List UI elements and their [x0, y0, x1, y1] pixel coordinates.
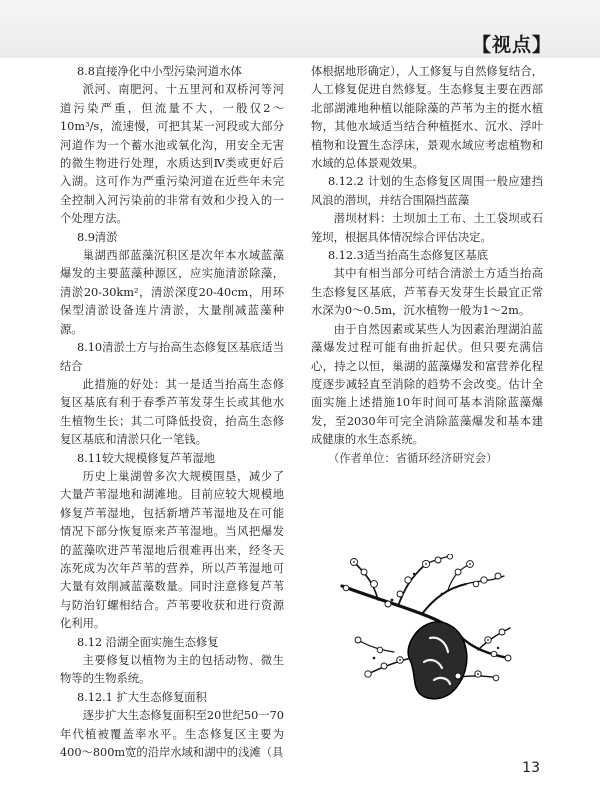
section-heading: 8.9清淤 [76, 230, 118, 244]
body-paragraph: 逐步扩大生态修复面积至20世纪50一70年代植被覆盖率水平。生态修复区主要为400～800m宽的沿岸水域和湖中的浅滩（具 [60, 709, 284, 760]
body-paragraph: 体根据地形确定），人工修复与自然修复结合，人工修复促进自然修复。生态修复主要在西部北部湖滩地种植以能除藻的芦苇为主的挺水植物，其他水域适当结合种植挺水、沉水、浮叶植物和设置生态浮床，景观水域应考虑植物和水域的总体景观效果。 [311, 65, 543, 171]
body-paragraph: 潜坝材料：土坝加土工布、土工袋坝或石笼坝，根据具体情况综合评估决定。 [311, 212, 543, 244]
section-heading: 8.12.2 计划的生态修复区周围一般应建挡风浪的潜坝，并结合围隔挡蓝藻 [311, 175, 543, 207]
section-heading: 8.12 沿湖全面实施生态修复 [76, 635, 219, 649]
section-tag: 【视点】 [471, 34, 552, 56]
left-column [60, 63, 284, 762]
body-paragraph: 其中有相当部分可结合清淤土方适当抬高生态修复区基底，芦苇春天发芽生长最宜正常水深为0～0.5m，沉水植物一般为1～2m。 [311, 267, 543, 318]
section-heading: 8.10清淤土方与抬高生态修复区基底适当结合 [60, 341, 284, 373]
body-paragraph: 由于自然因素或某些人为因素治理湖泊蓝藻爆发过程可能有曲折起伏。但只要充满信心，持之以恒，巢湖的蓝藻爆发和富营养化程度逐步减轻直至消除的趋势不会改变。估计全面实施上述措施10年时间可基本消除蓝藻爆发，至2030年可完全消除蓝藻爆发和基本建成健康的水生态系统。 [311, 322, 543, 447]
body-paragraph: 主要修复以植物为主的包括动物、微生物等的生物系统。 [60, 654, 284, 686]
body-paragraph: 历史上巢湖曾多次大规模围垦，减少了大量芦苇湿地和湖滩地。目前应较大规模地修复芦苇湿地，包括新增芦苇湿地及在可能情况下部分恢复原来芦苇湿地。当风把爆发的蓝藻吹进芦苇湿地后很难再出来，经冬天冻死成为次年芦苇的营养，所以芦苇湿地可大量有效削减蓝藻数量。同时注意修复芦苇与防治钉螺相结合。芦苇要收获和进行资源化利用。 [60, 469, 284, 631]
plum-blossom-ink-painting-icon [338, 554, 512, 704]
section-heading: 8.11较大规模修复芦苇湿地 [76, 451, 216, 465]
author-affiliation: （作者单位：省循环经济研究会） [327, 451, 498, 465]
section-heading: 8.12.1 扩大生态修复面积 [76, 690, 207, 704]
body-paragraph: 派河、南肥河、十五里河和双桥河等河道污染严重，但流量不大，一般仅2～10m³/s，流速慢，可把其某一河段或大部分河道作为一个蓄水池或氧化沟，用安全无害的微生物进行处理，水质达到Ⅳ类或更好后入湖。这可作为严重污染河道在近些年未完全控制入河污染前的非常有效和少投入的一个处理方法。 [60, 83, 284, 226]
body-paragraph: 此措施的好处：其一是适当抬高生态修复区基底有利于春季芦苇发芽生长或其他水生植物生长；其二可降低投资，抬高生态修复区基底和清淤只化一笔钱。 [60, 377, 284, 447]
section-heading: 8.12.3适当抬高生态修复区基底 [327, 249, 489, 263]
right-column [311, 63, 543, 468]
page-number: 13 [522, 760, 540, 776]
section-heading: 8.8直接净化中小型污染河道水体 [76, 65, 242, 78]
body-paragraph: 巢湖西部蓝藻沉积区是次年本水域蓝藻爆发的主要蓝藻种源区，应实施清淤除藻，清淤20-30km²，清淤深度20-40cm，用环保型清淤设备连片清淤，大量削减蓝藻种源。 [60, 249, 284, 336]
